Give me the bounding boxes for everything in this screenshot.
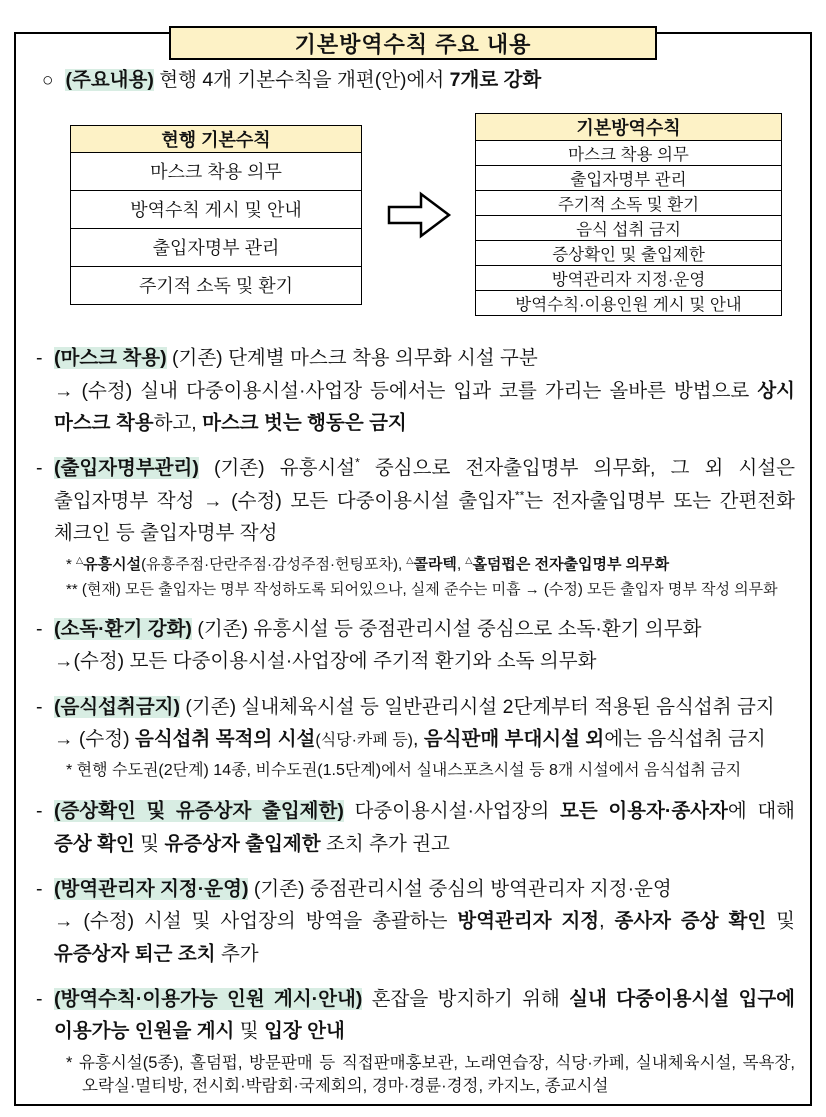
document-border [14, 32, 812, 1106]
intro-line [42, 64, 795, 96]
section-paragraph: (소독·환기 강화) (기존) 유흥시설 등 중점관리시설 중심으로 소독·환기 의무화 →(수정) 모든 다중이용시설·사업장에 주기적 환기와 소독 의무화 [54, 618, 702, 673]
table-cell: 증상확인 및 출입제한 [476, 241, 782, 266]
table-row [476, 141, 782, 166]
section-paragraph: (출입자명부관리) (기존) 유흥시설* 중심으로 전자출입명부 의무화, 그 외 시설은 출입자명부 작성 → (수정) 모든 다중이용시설 출입자**는 전자출입명부 또는 간편전화 체크인 등 출입자명부 작성 [54, 455, 796, 545]
intro-text: (주요내용) 현행 4개 기본수칙을 개편(안)에서 7개로 강화 [65, 69, 542, 91]
section-paragraph: (음식섭취금지) (기존) 실내체육시설 등 일반관리시설 2단계부터 적용된 음식섭취 금지 → (수정) 음식섭취 목적의 시설(식당·카페 등), 음식판매 부대시설 외에는 음식섭취 금지 [54, 695, 775, 751]
table-cell: 출입자명부 관리 [476, 166, 782, 191]
dash-bullet: - [36, 877, 43, 900]
section-paragraph: (방역수칙·이용가능 인원 게시·안내) 혼잡을 방지하기 위해 실내 다중이용시설 입구에 이용가능 인원을 게시 및 입장 안내 [54, 988, 795, 1043]
dash-bullet: - [36, 988, 43, 1011]
section-paragraph: (방역관리자 지정·운영) (기존) 중점관리시설 중심의 방역관리자 지정·운영 → (수정) 시설 및 사업장의 방역을 총괄하는 방역관리자 지정, 종사자 증상 확인 및 유증상자 퇴근 조치 추가 [54, 877, 795, 965]
revised-rules-table [475, 113, 782, 316]
table-row [71, 266, 362, 304]
table-row [71, 228, 362, 266]
section-symptom-check [30, 795, 795, 860]
footnote: * △유흥시설(유흥주점·단란주점·감성주점·헌팅포차), △콜라텍, △홀덤펍은 전자출입명부 의무화 [66, 554, 670, 573]
footnote: * 현행 수도권(2단계) 14종, 비수도권(1.5단계)에서 실내스포츠시설 등 8개 시설에서 음식섭취 금지 [66, 761, 742, 779]
table-row [476, 166, 782, 191]
revised-rules-header: 기본방역수칙 [476, 114, 782, 141]
table-cell: 주기적 소독 및 환기 [476, 191, 782, 216]
table-row [71, 152, 362, 190]
footnote: ** (현재) 모든 출입자는 명부 작성하도록 되어있으나, 실제 준수는 미흡 → (수정) 모든 출입자 명부 작성 의무화 [66, 580, 778, 598]
table-row [71, 190, 362, 228]
footnote: * 유흥시설(5종), 홀덤펍, 방문판매 등 직접판매홍보관, 노래연습장, 식당·카페, 실내체육시설, 목욕장, 오락실·멀티방, 전시회·박람회·국제회의, 경마·경륜·경정, 카지노, 종교시설 [66, 1053, 795, 1096]
section-capacity-notice [30, 983, 795, 1099]
dash-bullet: - [36, 347, 43, 370]
dash-bullet: - [36, 618, 43, 641]
table-cell: 마스크 착용 의무 [71, 152, 362, 190]
dash-bullet: - [36, 457, 43, 480]
table-cell: 출입자명부 관리 [71, 228, 362, 266]
current-rules-header: 현행 기본수칙 [71, 125, 362, 152]
table-row [476, 241, 782, 266]
table-cell: 방역수칙 게시 및 안내 [71, 190, 362, 228]
rules-comparison [30, 113, 795, 316]
dash-bullet: - [36, 695, 43, 718]
section-paragraph: (마스크 착용) (기존) 단계별 마스크 착용 의무화 시설 구분 → (수정) 실내 다중이용시설·사업장 등에서는 입과 코를 가리는 올바른 방법으로 상시 마스크 착용하고, 마스크 벗는 행동은 금지 [54, 347, 795, 435]
table-cell: 방역수칙·이용인원 게시 및 안내 [476, 291, 782, 316]
table-row [476, 191, 782, 216]
document-content [16, 34, 810, 1103]
current-rules-table [70, 125, 362, 305]
title-box [169, 26, 657, 60]
table-cell: 방역관리자 지정·운영 [476, 266, 782, 291]
section-quarantine-manager [30, 873, 795, 970]
table-row [476, 266, 782, 291]
page-title: 기본방역수칙 주요 내용 [294, 31, 532, 57]
section-mask-wearing [30, 342, 795, 439]
transition-arrow-icon [381, 186, 457, 244]
table-cell: 음식 섭취 금지 [476, 216, 782, 241]
table-row [476, 291, 782, 316]
section-disinfection-ventilation [30, 613, 795, 678]
dash-bullet: - [36, 800, 43, 823]
section-no-food [30, 691, 795, 782]
table-cell: 마스크 착용 의무 [476, 141, 782, 166]
table-row [476, 216, 782, 241]
section-paragraph: (증상확인 및 유증상자 출입제한) 다중이용시설·사업장의 모든 이용자·종사자에 대해 증상 확인 및 유증상자 출입제한 조치 추가 권고 [54, 800, 796, 855]
table-header-row [476, 114, 782, 141]
table-cell: 주기적 소독 및 환기 [71, 266, 362, 304]
section-entry-log [30, 452, 795, 600]
table-header-row [71, 125, 362, 152]
circle-bullet-icon: ○ [42, 70, 54, 91]
